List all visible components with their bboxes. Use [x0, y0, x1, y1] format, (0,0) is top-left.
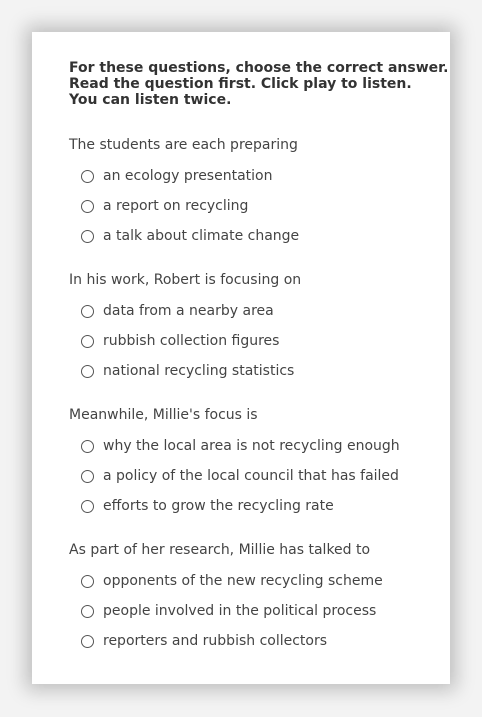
answer-label: why the local area is not recycling enough — [103, 438, 400, 454]
radio-button[interactable] — [81, 335, 94, 348]
answer-option[interactable] — [69, 566, 450, 596]
question-text: Meanwhile, Millie's focus is — [69, 407, 258, 423]
quiz-card — [32, 32, 450, 684]
answer-label: data from a nearby area — [103, 303, 274, 319]
answer-label: an ecology presentation — [103, 168, 273, 184]
answer-label: national recycling statistics — [103, 363, 295, 379]
instructions — [69, 60, 449, 108]
radio-button[interactable] — [81, 635, 94, 648]
answer-label: people involved in the political process — [103, 603, 377, 619]
answer-label: rubbish collection figures — [103, 333, 280, 349]
answer-option[interactable] — [69, 191, 450, 221]
instructions-line-1: For these questions, choose the correct answer. — [69, 60, 449, 76]
radio-button[interactable] — [81, 200, 94, 213]
question-text: As part of her research, Millie has talked to — [69, 542, 371, 558]
radio-button[interactable] — [81, 170, 94, 183]
question-3 — [69, 406, 450, 521]
radio-button[interactable] — [81, 500, 94, 513]
radio-button[interactable] — [81, 305, 94, 318]
answer-label: efforts to grow the recycling rate — [103, 498, 334, 514]
answer-label: a talk about climate change — [103, 228, 300, 244]
radio-button[interactable] — [81, 575, 94, 588]
radio-button[interactable] — [81, 230, 94, 243]
answer-label: a report on recycling — [103, 198, 249, 214]
answer-label: a policy of the local council that has failed — [103, 468, 399, 484]
answer-option[interactable] — [69, 461, 450, 491]
radio-button[interactable] — [81, 440, 94, 453]
question-2 — [69, 271, 450, 386]
answer-option[interactable] — [69, 626, 450, 656]
answer-option[interactable] — [69, 296, 450, 326]
instructions-line-3: You can listen twice. — [69, 92, 232, 108]
instructions-line-2: Read the question first. Click play to listen. — [69, 76, 412, 92]
answer-option[interactable] — [69, 491, 450, 521]
question-1 — [69, 136, 450, 251]
answer-label: reporters and rubbish collectors — [103, 633, 328, 649]
answer-label: opponents of the new recycling scheme — [103, 573, 383, 589]
answer-option[interactable] — [69, 596, 450, 626]
radio-button[interactable] — [81, 365, 94, 378]
answer-option[interactable] — [69, 356, 450, 386]
radio-button[interactable] — [81, 470, 94, 483]
question-text: In his work, Robert is focusing on — [69, 272, 302, 288]
question-4 — [69, 541, 450, 656]
answer-option[interactable] — [69, 161, 450, 191]
answer-option[interactable] — [69, 221, 450, 251]
question-text: The students are each preparing — [69, 137, 298, 153]
answer-option[interactable] — [69, 431, 450, 461]
answer-option[interactable] — [69, 326, 450, 356]
radio-button[interactable] — [81, 605, 94, 618]
